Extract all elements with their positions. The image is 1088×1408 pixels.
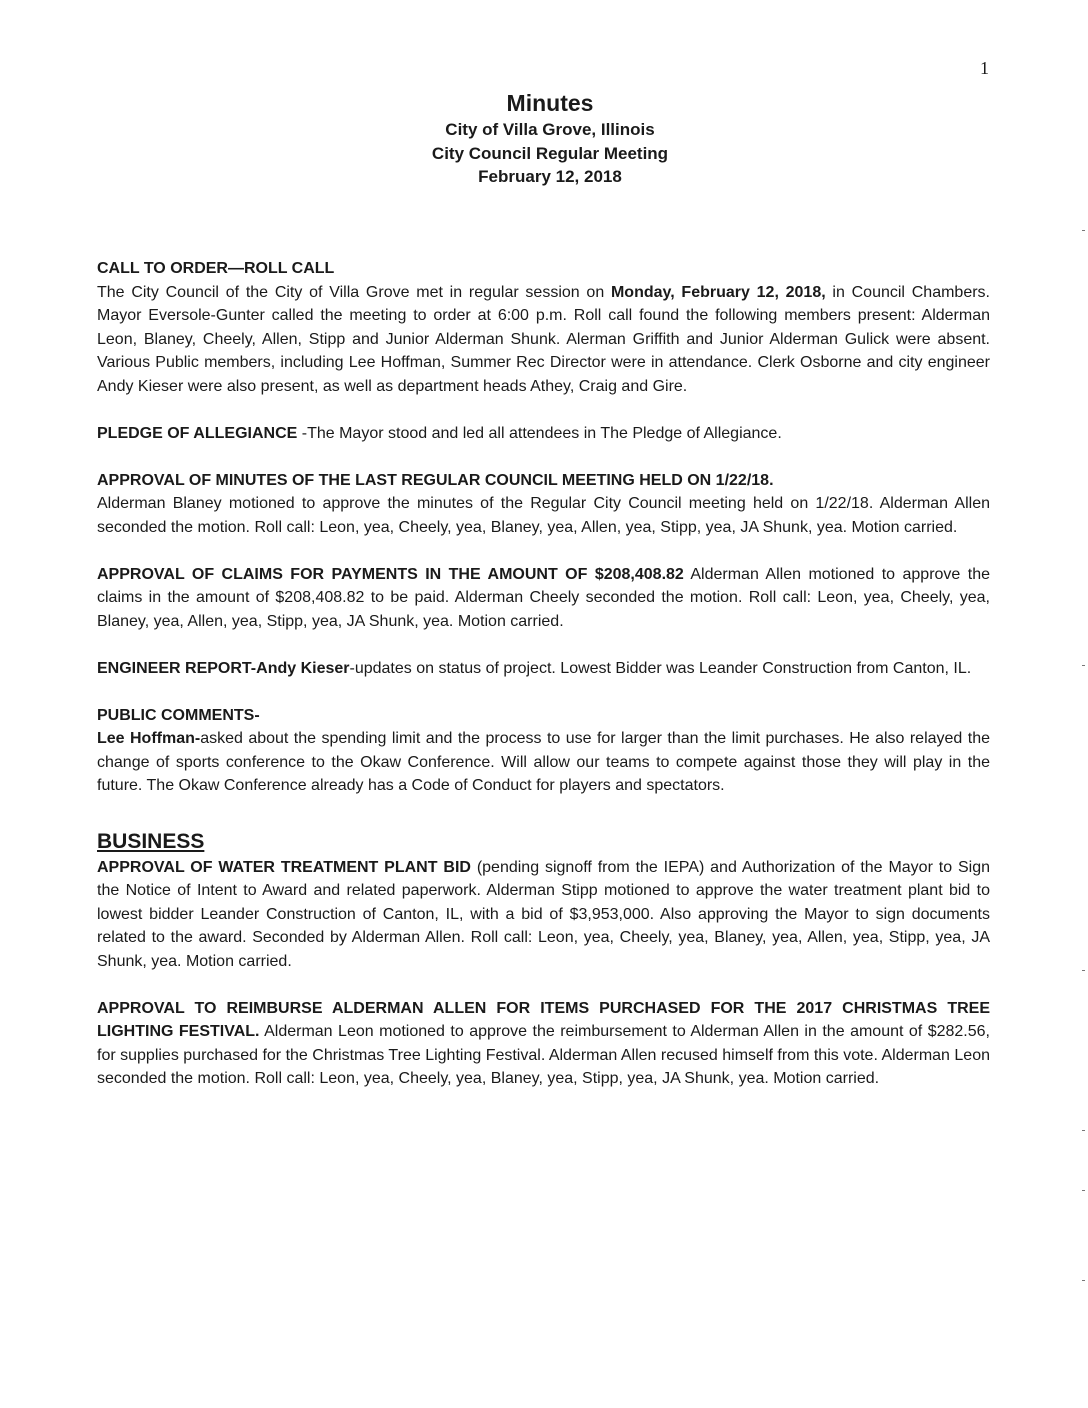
minutes-approval-heading: APPROVAL OF MINUTES OF THE LAST REGULAR COUNCIL MEETING HELD ON 1/22/18. xyxy=(97,471,774,489)
reimburse-text: Alderman Leon motioned to approve the reimbursement to Alderman Allen in the amount of $282.56, for supplies purchased for the Christmas Tree Lighting Festival. Alderman Allen recused himself from this vote. Alderman Leon seconded the motion. Roll call: Leon, yea, Cheely, yea, Blaney, yea, Stipp, yea, JA Shunk, yea. Motion carried. xyxy=(97,1023,990,1087)
pledge-text: -The Mayor stood and led all attendees in The Pledge of Allegiance. xyxy=(297,424,782,442)
public-comments-heading: PUBLIC COMMENTS- xyxy=(97,706,260,724)
page-number: 1 xyxy=(980,58,989,78)
document-title: Minutes xyxy=(506,90,594,116)
scan-mark xyxy=(1082,1130,1085,1131)
call-to-order-pre: The City Council of the City of Villa Grove met in regular session on xyxy=(97,283,611,301)
reimburse-heading: APPROVAL TO REIMBURSE ALDERMAN ALLEN FOR ITEMS PURCHASED FOR THE 2017 CHRISTMAS TREE LIGHTING FESTIVAL. xyxy=(97,999,990,1040)
engineer-text: -updates on status of project. Lowest Bidder was Leander Construction from Canton, IL. xyxy=(349,659,972,677)
commenter-name: Lee Hoffman- xyxy=(97,730,201,747)
call-to-order-heading: CALL TO ORDER—ROLL CALL xyxy=(97,260,335,277)
water-plant-heading: APPROVAL OF WATER TREATMENT PLANT BID xyxy=(97,858,471,876)
claims-heading: APPROVAL OF CLAIMS FOR PAYMENTS IN THE AMOUNT OF $208,408.82 xyxy=(97,565,684,583)
pledge-heading: PLEDGE OF ALLEGIANCE xyxy=(97,424,298,442)
city-name: City of Villa Grove, Illinois xyxy=(445,120,655,139)
call-to-order-post: in Council Chambers. Mayor Eversole-Gunter called the meeting to order at 6:00 p.m. Roll call found the following members present: Alderman Leon, Blaney, Cheely, Allen, Stipp and Junior Alderman Shunk. Alerman Griffith and Junior Alderman Gulick were absent. Various Public members, including Lee Hoffman, Summer Rec Director were in attendance. Clerk Osborne and city engineer Andy Kieser were also present, as well as department heads Athey, Craig and Gire. xyxy=(97,283,990,395)
meeting-date-bold: Monday, February 12, 2018, xyxy=(610,283,826,301)
water-plant-text: (pending signoff from the IEPA) and Authorization of the Mayor to Sign the Notice of Intent to Award and related paperwork. Alderman Stipp motioned to approve the water treatment plant bid to lowest bidder Leander Construction of Canton, IL, with a bid of $3,953,000. Also approving the Mayor to sign documents related to the award. Seconded by Alderman Allen. Roll call: Leon, yea, Cheely, yea, Blaney, yea, Allen, yea, Stipp, yea, JA Shunk, yea. Motion carried. xyxy=(97,858,991,970)
meeting-date: February 12, 2018 xyxy=(478,167,622,186)
scan-mark xyxy=(1082,230,1085,231)
minutes-approval-text: Alderman Blaney motioned to approve the minutes of the Regular City Council meeting held on 1/22/18. Alderman Allen seconded the motion. Roll call: Leon, yea, Cheely, yea, Blaney, yea, Allen, yea, Stipp, yea, JA Shunk, yea. Motion carried. xyxy=(97,495,990,536)
scan-mark xyxy=(1082,970,1085,971)
minutes-body xyxy=(97,257,990,1091)
business-heading: BUSINESS xyxy=(97,829,205,853)
engineer-paragraph xyxy=(97,657,990,681)
scan-mark xyxy=(1082,1190,1085,1191)
scan-mark xyxy=(1082,1280,1085,1281)
public-comments-text: asked about the spending limit and the process to use for larger than the limit purchases. He also relayed the change of sports conference to the Okaw Conference. Will allow our teams to compete against those they will play in the future. The Okaw Conference already has a Code of Conduct for players and spectators. xyxy=(97,730,991,794)
claims-text: Alderman Allen motioned to approve the claims in the amount of $208,408.82 to be paid. Alderman Cheely seconded the motion. Roll call: Leon, yea, Cheely, yea, Blaney, yea, Allen, yea, Stipp, yea, JA Shunk, yea. Motion carried. xyxy=(97,565,990,630)
public-comments-paragraph xyxy=(97,727,990,798)
claims-paragraph xyxy=(97,563,990,634)
call-to-order-text xyxy=(97,281,990,399)
reimburse-paragraph xyxy=(97,997,990,1091)
scan-mark xyxy=(1082,665,1085,666)
document-header xyxy=(0,88,1088,189)
water-plant-paragraph xyxy=(97,856,990,974)
meeting-type: City Council Regular Meeting xyxy=(431,143,669,163)
pledge-paragraph xyxy=(97,422,990,446)
engineer-heading: ENGINEER REPORT-Andy Kieser xyxy=(97,659,350,677)
